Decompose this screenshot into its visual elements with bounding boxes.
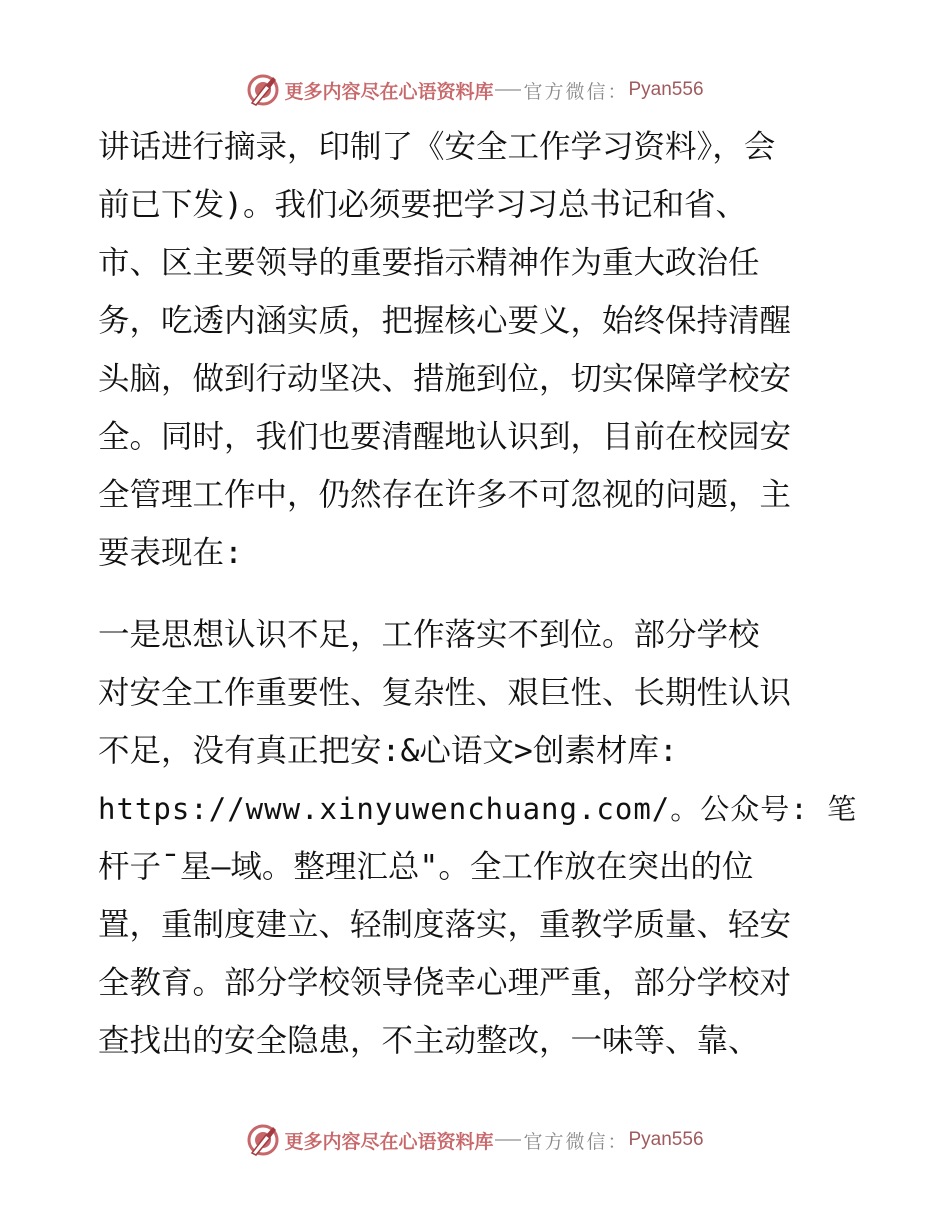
text-line: 对安全工作重要性、复杂性、艰巨性、长期性认识 (98, 675, 792, 711)
paragraph-gap (98, 582, 858, 606)
banner-site-text: 更多内容尽在心语资料库 (284, 1130, 494, 1153)
text-line: 查找出的安全隐患，不主动整改，一味等、靠、 (98, 1023, 760, 1059)
text-line: 要表现在: (98, 535, 243, 571)
banner-divider (495, 89, 521, 91)
document-body (98, 118, 858, 1070)
banner-official-label: 官方微信： (523, 1130, 629, 1153)
pen-logo-icon (246, 1123, 280, 1157)
footer-banner (0, 1120, 950, 1160)
text-line: 前已下发)。我们必须要把学习习总书记和省、 (98, 187, 747, 223)
text-line-url: https://www.xinyuwenchuang.com/。公众号: 笔 (98, 792, 858, 826)
text-line: 市、区主要领导的重要指示精神作为重大政治任 (98, 245, 760, 281)
text-line: 不足，没有真正把安:&心语文>创素材库: (98, 733, 678, 769)
text-line: 全。同时，我们也要清醒地认识到，目前在校园安 (98, 419, 792, 455)
header-banner (0, 70, 950, 110)
text-line: 务，吃透内涵实质，把握核心要义，始终保持清醒 (98, 303, 792, 339)
text-line: 置，重制度建立、轻制度落实，重教学质量、轻安 (98, 907, 792, 943)
text-line: 一是思想认识不足，工作落实不到位。部分学校 (98, 617, 760, 653)
paragraph-2 (98, 606, 858, 1070)
pen-logo-icon (246, 73, 280, 107)
text-line: 全管理工作中，仍然存在许多不可忽视的问题，主 (98, 477, 792, 513)
text-line: 杆子¯星—域。整理汇总"。全工作放在突出的位 (98, 849, 754, 885)
banner-official-label: 官方微信： (523, 80, 629, 103)
paragraph-1 (98, 118, 858, 582)
banner-wechat-id: Pyan556 (628, 1129, 704, 1150)
text-line: 全教育。部分学校领导侥幸心理严重，部分学校对 (98, 965, 792, 1001)
banner-wechat-id: Pyan556 (628, 79, 704, 100)
banner-divider (495, 1139, 521, 1141)
text-line: 讲话进行摘录，印制了《安全工作学习资料》，会 (98, 129, 776, 165)
text-line: 头脑，做到行动坚决、措施到位，切实保障学校安 (98, 361, 792, 397)
banner-site-text: 更多内容尽在心语资料库 (284, 80, 494, 103)
